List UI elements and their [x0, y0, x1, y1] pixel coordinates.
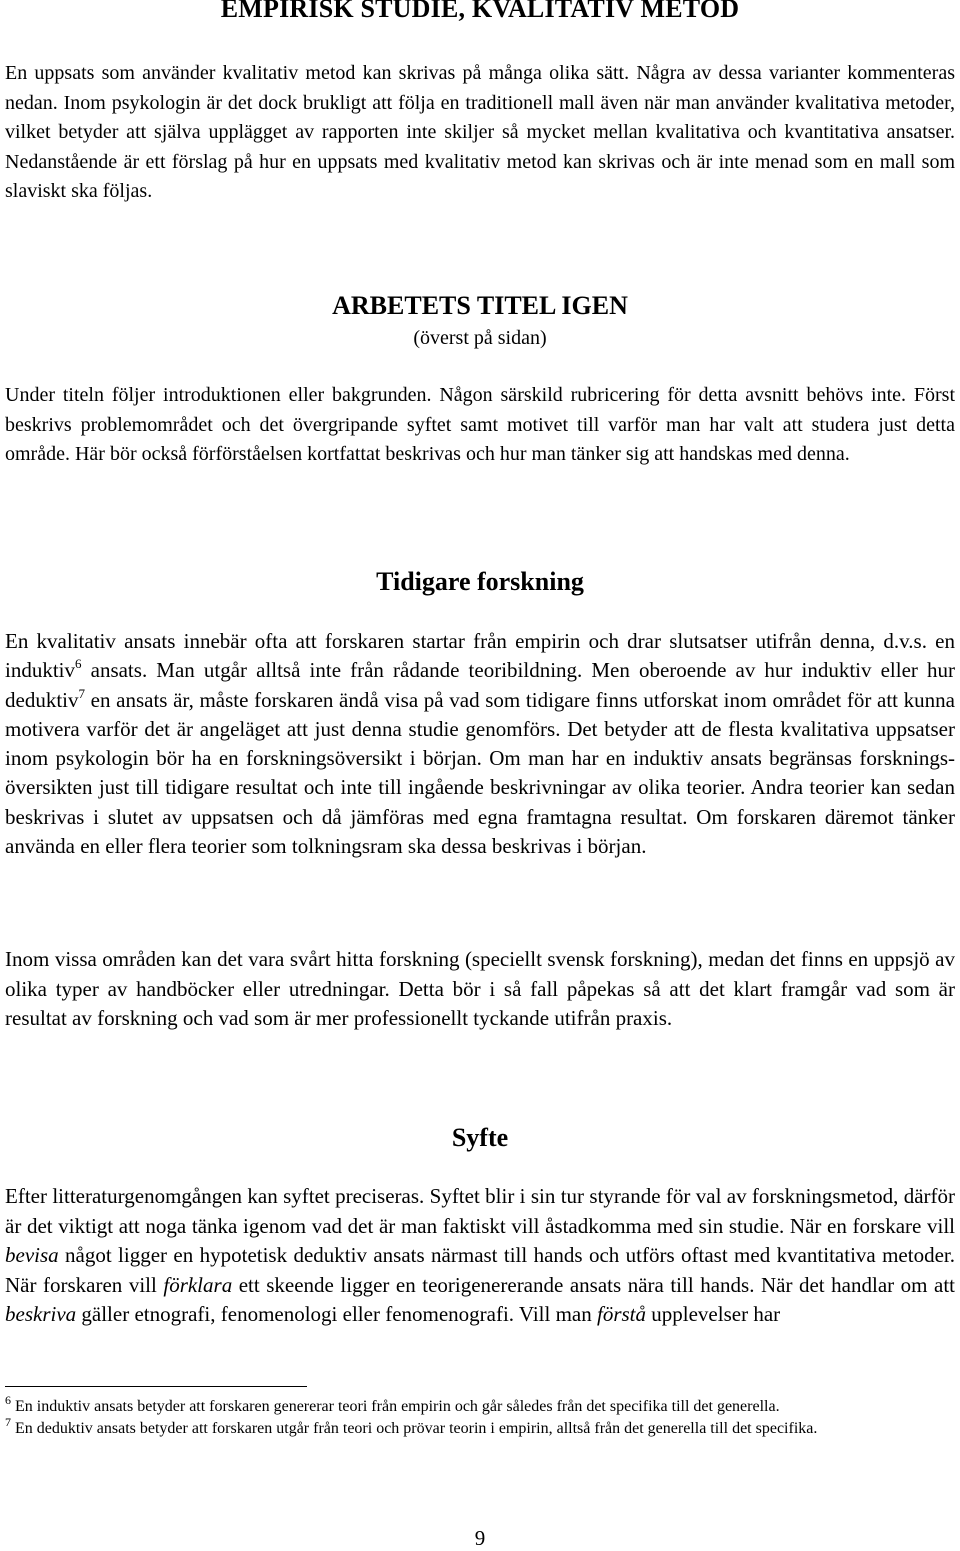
text-run: Efter litteraturgenomgången kan syftet preciseras. Syftet blir i sin tur styrande för val av forskningsmetod, därför är det viktigt att noga tänka igenom vad det är man faktiskt vill åstadkomma med sin studie. När en forskare vill	[5, 1184, 955, 1238]
footnote-separator	[5, 1386, 307, 1387]
intro-paragraph: En uppsats som använder kvalitativ metod kan skrivas på många olika sätt. Några av dessa varianter kommenteras nedan. Inom psykologin är det dock brukligt att följa en traditionell mall även när man använder kvalitativa metoder, vilket betyder att själva upplägget av rapporten inte skiljer så mycket mellan kvalitativa och kvantitativa ansatser. Nedanstående är ett förslag på hur en uppsats med kvalitativ metod kan skrivas och är inte menad som en mall som slaviskt ska följas.	[5, 62, 955, 202]
footnote-ref-7: 7	[78, 685, 86, 701]
page-heading: EMPIRISK STUDIE, KVALITATIV METOD	[220, 0, 740, 23]
tidigare-forskning-paragraph-1	[5, 627, 955, 861]
tidigare-forskning-paragraph-2: Inom vissa områden kan det vara svårt hitta forskning (speciellt svensk forskning), medan det finns en uppsjö av olika typer av handböcker eller utredningar. Detta bör i så fall påpekas så att det klart framgår vad som är resultat av forskning och vad som är mer professionellt tyckande utifrån praxis.	[5, 947, 955, 1031]
introduction-paragraph: Under titeln följer introduktionen eller bakgrunden. Någon särskild rubricering för detta avsnitt behövs inte. Först beskrivs problemområdet och det övergripande syftet samt motivet till varför man har valt att studera just detta område. Här bör också förförståelsen kortfattat beskrivas och hur man tänker sig att handskas med denna.	[5, 384, 955, 465]
text-run: ansats. Man utgår alltså inte från rådande teoribildning. Men oberoende av hur induktiv eller hur deduktiv	[5, 658, 955, 712]
footnote-number: 6	[5, 1392, 11, 1407]
footnote-text: En induktiv ansats betyder att forskaren genererar teori från empirin och går således från det specifika till det generella.	[11, 1398, 780, 1415]
emphasis-forsta: förstå	[597, 1302, 647, 1326]
footnote-ref-6: 6	[75, 656, 82, 672]
footnote-7	[5, 1414, 955, 1440]
footnote-number: 7	[5, 1414, 11, 1429]
section-heading-syfte: Syfte	[451, 1123, 509, 1152]
text-run: upplevelser har	[646, 1302, 781, 1326]
text-run: gäller etnografi, fenomenologi eller fenomenografi. Vill man	[76, 1302, 597, 1326]
syfte-paragraph	[5, 1182, 955, 1330]
text-run: något ligger en hypotetisk deduktiv ansats närmast till hands och utförs oftast med kvantitativa metoder. När forskaren vill	[5, 1243, 955, 1297]
emphasis-forklara: förklara	[163, 1272, 233, 1297]
emphasis-beskriva: beskriva	[5, 1302, 77, 1326]
emphasis-bevisa: bevisa	[5, 1243, 59, 1267]
section-heading-arbetets-titel: ARBETETS TITEL IGEN	[332, 291, 628, 320]
text-run: En kvalitativ ansats innebär ofta att forskaren startar från empirin och drar slutsatser utifrån denna, d.v.s. en induktiv	[5, 629, 955, 683]
footnote-6	[5, 1392, 955, 1418]
footnote-text: En deduktiv ansats betyder att forskaren utgår från teori och prövar teorin i empirin, alltså från det generella till det specifika.	[11, 1420, 818, 1437]
footnotes	[5, 1392, 955, 1440]
section-subheading: (överst på sidan)	[413, 327, 547, 349]
text-run: en ansats är, måste forskaren ändå visa på vad som tidigare finns utforskat inom området för att kunna motivera varför det är angeläget att just denna studie genomförs. Det betyder att de flesta kvalitativa uppsatser inom psykologin bör ha en forskningsöversikt i början. Om man har en induktiv ansats begränsas forskningsöversikten just till tidigare resultat och inte till ingående beskrivningar av olika teorier. Andra teorier kan sedan beskrivas i slutet av uppsatsen och då jämföras med egna framtagna resultat. Om forskaren däremot tänker använda en eller flera teorier som tolkningsram ska dessa beskrivas i början.	[5, 687, 955, 859]
text-run: ett skeende ligger en teorigenererande ansats nära till hands. När det handlar om att	[232, 1272, 956, 1297]
page-number: 9	[474, 1526, 486, 1550]
section-heading-tidigare-forskning: Tidigare forskning	[376, 567, 584, 596]
